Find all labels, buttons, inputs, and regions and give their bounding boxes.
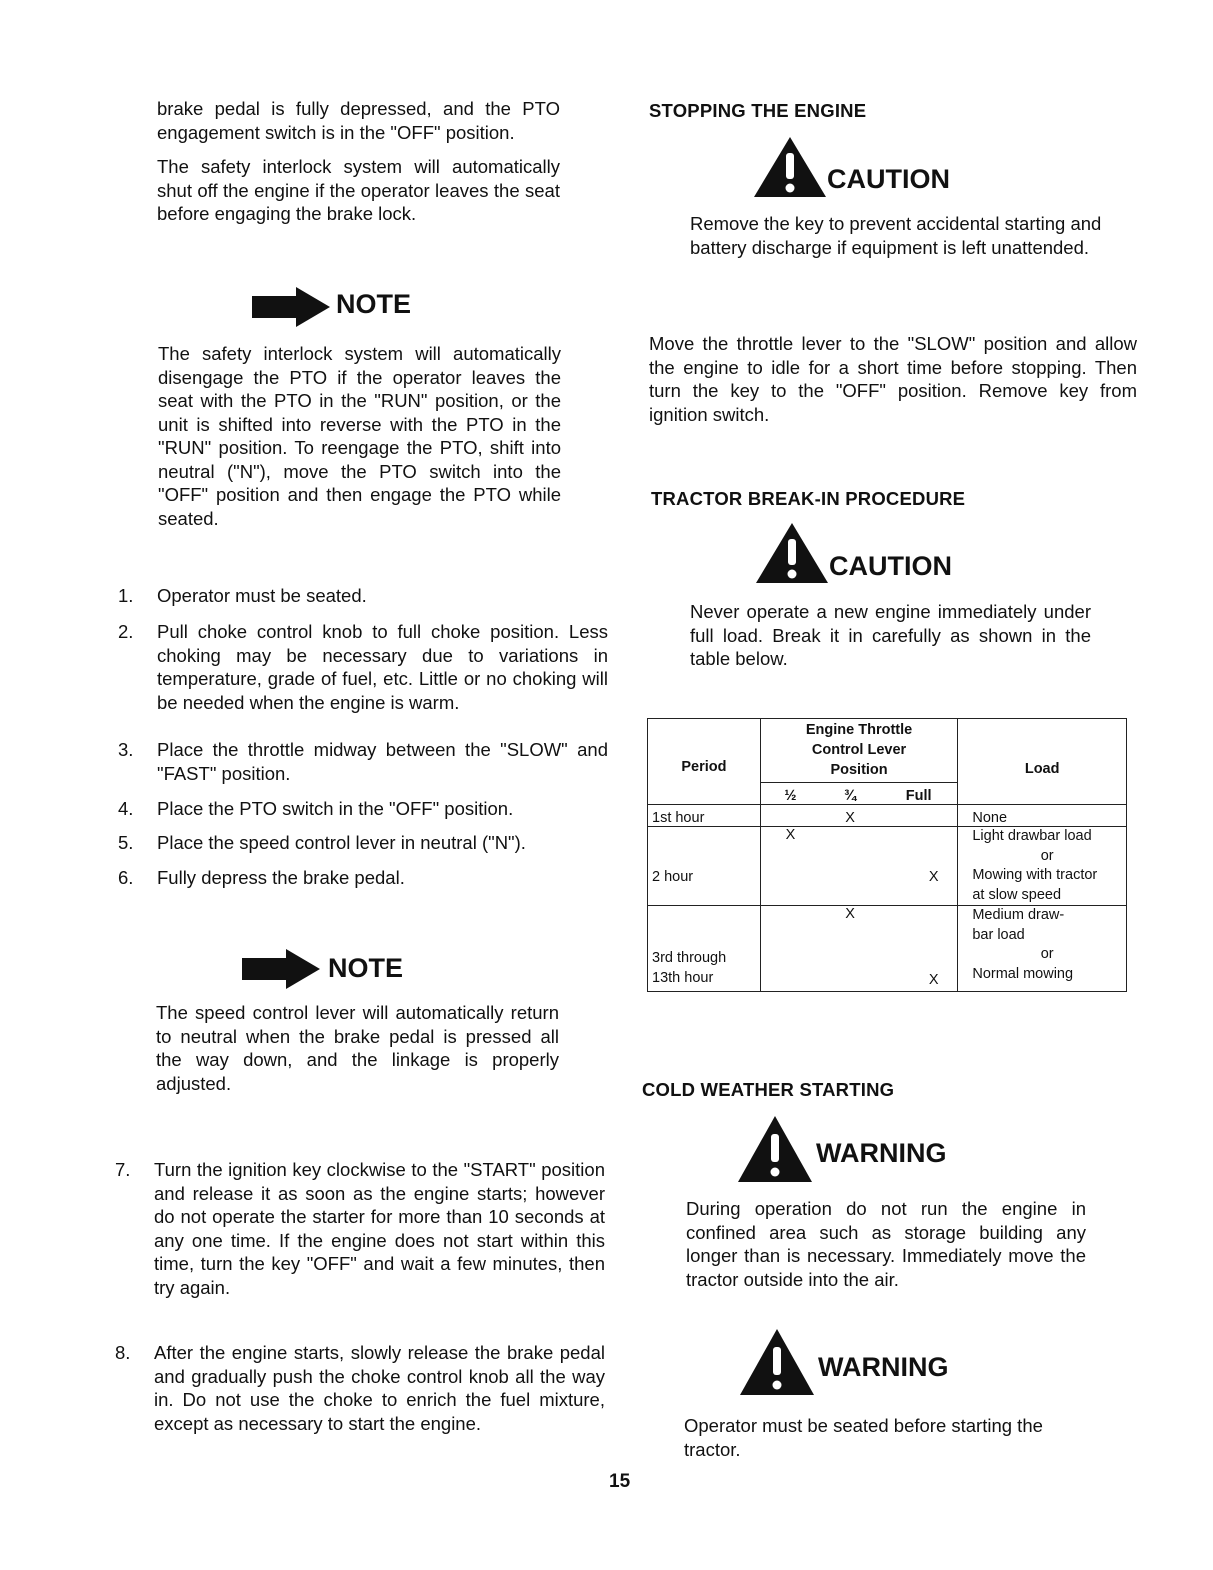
list-number: 4. xyxy=(118,798,134,819)
section-heading-break-in: TRACTOR BREAK-IN PROCEDURE xyxy=(651,488,966,509)
list-number: 3. xyxy=(118,739,134,760)
arrow-right-icon xyxy=(240,947,322,991)
warning-text-2: Operator must be seated before starting the tractor. xyxy=(684,1415,1043,1460)
list-number: 2. xyxy=(118,621,134,642)
list-number: 8. xyxy=(115,1342,131,1363)
table-header-period: Period xyxy=(648,719,761,805)
warning-triangle-icon xyxy=(738,1327,816,1397)
list-item xyxy=(118,584,608,608)
warning-title: WARNING xyxy=(818,1352,949,1382)
load-line: Normal mowing xyxy=(972,965,1074,982)
caution-title: CAUTION xyxy=(829,551,952,581)
note-title: NOTE xyxy=(328,953,404,983)
table-cell-load: None xyxy=(958,805,1127,827)
list-text: Fully depress the brake pedal. xyxy=(157,867,405,888)
period-line: 13th hour xyxy=(652,970,714,986)
table-cell-mark: X xyxy=(820,906,880,992)
warning-triangle-icon xyxy=(752,135,828,199)
note-text-1: The safety interlock system will automatically disengage the PTO if the operator leaves the seat with the PTO in the "RUN" position, or the unit is shifted into reverse with the PTO in the "RUN" position. To reengage the PTO, shift into neutral ("N"), move the PTO switch into the "OFF" position and then engage the PTO while seated. xyxy=(158,343,561,529)
section-heading-cold-weather: COLD WEATHER STARTING xyxy=(642,1079,895,1100)
note-callout-1 xyxy=(250,283,450,331)
list-number: 5. xyxy=(118,832,134,853)
table-cell-period xyxy=(648,906,761,992)
list-item xyxy=(118,797,608,821)
table-cell-load xyxy=(958,906,1127,992)
list-text: Place the PTO switch in the "OFF" position. xyxy=(157,798,514,819)
note-callout-2 xyxy=(240,945,440,993)
load-or: or xyxy=(1040,946,1054,962)
throttle-header-line-1: Engine Throttle xyxy=(805,722,913,738)
list-number: 1. xyxy=(118,585,134,606)
list-text: Place the throttle midway between the "SLOW" and "FAST" position. xyxy=(157,739,608,784)
caution-text-1: Remove the key to prevent accidental starting and battery discharge if equipment is left unattended. xyxy=(690,213,1102,258)
table-row xyxy=(648,827,1127,906)
load-line: Light drawbar load xyxy=(972,828,1092,844)
throttle-header-line-3: Position xyxy=(830,762,888,778)
list-item xyxy=(118,866,608,890)
warning-title: WARNING xyxy=(816,1138,947,1168)
throttle-header-line-2: Control Lever xyxy=(811,742,907,758)
load-or: or xyxy=(1040,847,1054,864)
list-text: Place the speed control lever in neutral ("N"). xyxy=(157,832,526,853)
warning-callout-2 xyxy=(738,1327,998,1399)
arrow-right-icon xyxy=(250,285,332,329)
table-cell-mark: X xyxy=(880,827,958,906)
list-item xyxy=(115,1158,605,1299)
note-title: NOTE xyxy=(336,289,412,319)
table-cell-period: 2 hour xyxy=(648,827,761,906)
caution-callout-1 xyxy=(752,135,1012,201)
table-row xyxy=(648,805,1127,827)
warning-text-1: During operation do not run the engine in confined area such as storage building any longer than is necessary. Immediately move the tractor outside into the air. xyxy=(686,1198,1086,1290)
intro-paragraph-2: The safety interlock system will automatically shut off the engine if the operator leaves the seat before engaging the brake lock. xyxy=(157,156,560,224)
list-number: 7. xyxy=(115,1159,131,1180)
list-item xyxy=(118,831,608,855)
list-item xyxy=(118,738,608,785)
list-item xyxy=(118,620,608,714)
table-header-throttle xyxy=(760,719,958,783)
note-text-2: The speed control lever will automatically return to neutral when the brake pedal is pressed all the way down, and the linkage is properly adjusted. xyxy=(156,1002,559,1094)
warning-triangle-icon xyxy=(754,521,830,585)
caution-text-2: Never operate a new engine immediately under full load. Break it in carefully as shown in the table below. xyxy=(690,601,1091,669)
break-in-table xyxy=(647,718,1127,992)
table-subheader-full: Full xyxy=(880,783,958,805)
load-line: bar load xyxy=(972,926,1025,943)
period-line: 3rd through xyxy=(652,950,727,966)
load-line: Medium draw- xyxy=(972,907,1065,923)
table-header-load: Load xyxy=(958,719,1127,805)
section-heading-stopping: STOPPING THE ENGINE xyxy=(649,100,867,121)
stopping-paragraph: Move the throttle lever to the "SLOW" position and allow the engine to idle for a short time before stopping. Then turn the key to the "OFF" position. Remove key from ignition switch. xyxy=(649,333,1137,425)
load-line: at slow speed xyxy=(972,886,1062,903)
caution-title: CAUTION xyxy=(827,164,950,194)
table-cell-mark: X xyxy=(760,827,820,906)
table-cell-load xyxy=(958,827,1127,906)
table-subheader-three-quarter: ¾ xyxy=(820,783,880,805)
table-row xyxy=(648,906,1127,992)
table-cell-period: 1st hour xyxy=(648,805,761,827)
page-number: 15 xyxy=(609,1471,631,1492)
list-text: Operator must be seated. xyxy=(157,585,367,606)
list-item xyxy=(115,1341,605,1435)
list-text: Turn the ignition key clockwise to the "START" position and release it as soon as the engine starts; however do not operate the starter for more than 10 seconds at any one time. If the engine does not start within this time, turn the key "OFF" and wait a few minutes, then try again. xyxy=(154,1159,605,1298)
list-number: 6. xyxy=(118,867,134,888)
table-cell-mark: X xyxy=(820,805,880,827)
table-cell-mark: X xyxy=(880,906,958,992)
table-subheader-half: ½ xyxy=(760,783,820,805)
load-line: Mowing with tractor xyxy=(972,867,1098,883)
warning-callout-1 xyxy=(736,1114,996,1186)
warning-triangle-icon xyxy=(736,1114,814,1184)
intro-paragraph-1: brake pedal is fully depressed, and the PTO engagement switch is in the "OFF" position. xyxy=(157,98,560,143)
caution-callout-2 xyxy=(754,521,1014,587)
list-text: Pull choke control knob to full choke position. Less choking may be necessary due to variations in temperature, grade of fuel, etc. Little or no choking will be needed when the engine is warm. xyxy=(157,621,608,713)
list-text: After the engine starts, slowly release the brake pedal and gradually push the choke control knob all the way in. Do not use the choke to enrich the fuel mixture, except as necessary to start the engine. xyxy=(154,1342,605,1434)
